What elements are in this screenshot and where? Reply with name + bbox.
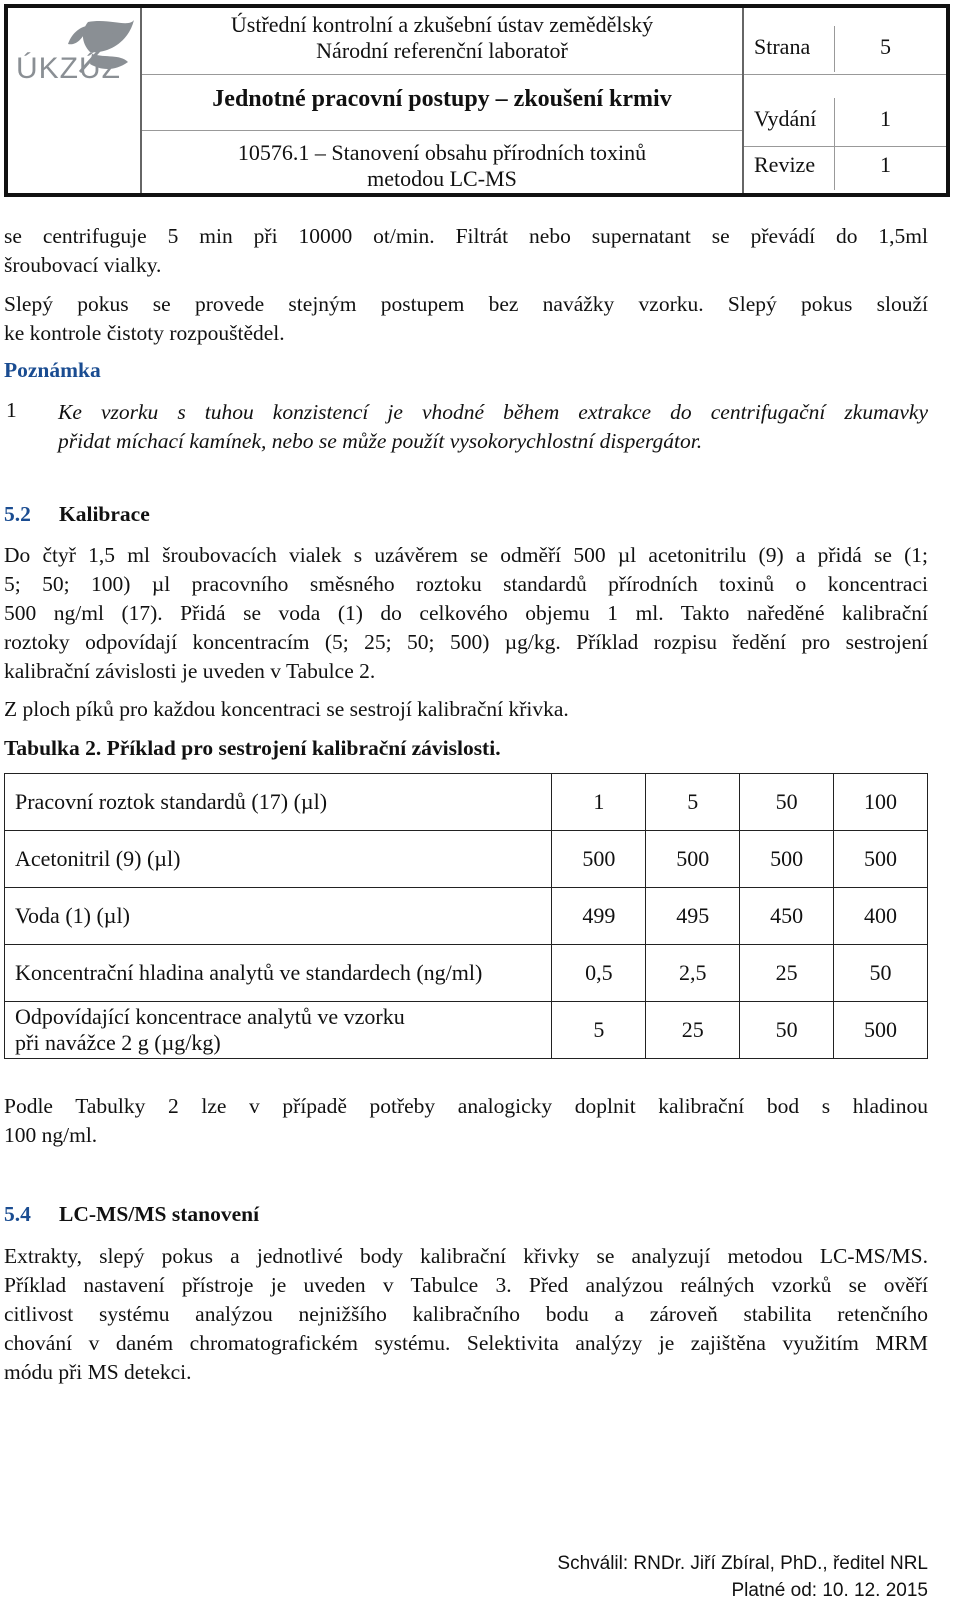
paragraph-lcms-line3: citlivost systému analýzou nejnižšího kalibračního bodu a zároveň stabilita retenčního — [4, 1302, 928, 1326]
section-5-4-title: LC-MS/MS stanovení — [59, 1202, 260, 1226]
table-row — [5, 945, 928, 1002]
table-cell: 50 — [834, 945, 928, 1002]
table-cell: 25 — [646, 1002, 740, 1059]
meta-edition-label: Vydání — [754, 106, 817, 131]
note-line1: Ke vzorku s tuhou konzistencí je vhodné během extrakce do centrifugační zkumavky — [58, 400, 928, 424]
table-cell: 499 — [552, 888, 646, 945]
meta-revision — [744, 144, 946, 190]
table-cell: 400 — [834, 888, 928, 945]
section-5-2-heading — [4, 502, 150, 527]
table-cell: 100 — [834, 774, 928, 831]
section-5-4-number: 5.4 — [4, 1202, 31, 1226]
footer-valid-from: Platné od: 10. 12. 2015 — [731, 1580, 928, 1601]
footer-approved: Schválil: RNDr. Jiří Zbíral, PhD., ředitel NRL — [557, 1553, 928, 1574]
table-row-label: Pracovní roztok standardů (17) (µl) — [5, 774, 552, 831]
table-row-label — [5, 1002, 552, 1059]
logo-cell — [8, 8, 142, 193]
paragraph-blank-line1: Slepý pokus se provede stejným postupem bez navážky vzorku. Slepý pokus slouží — [4, 292, 928, 316]
table-row — [5, 1002, 928, 1059]
paragraph-extra-point-line1: Podle Tabulky 2 lze v případě potřeby analogicky doplnit kalibrační bod s hladinou — [4, 1094, 928, 1118]
meta-edition — [744, 98, 946, 144]
table-row — [5, 774, 928, 831]
note-number: 1 — [6, 398, 17, 422]
note-line2: přidat míchací kamínek, nebo se může použít vysokorychlostní dispergátor. — [58, 429, 703, 453]
table-caption: Tabulka 2. Příklad pro sestrojení kalibrační závislosti. — [4, 736, 501, 760]
section-5-2-title: Kalibrace — [59, 502, 150, 526]
paragraph-blank-line2: ke kontrole čistoty rozpouštědel. — [4, 321, 285, 345]
table-row-label: Acetonitril (9) (µl) — [5, 831, 552, 888]
table-cell: 500 — [552, 831, 646, 888]
document-header — [4, 4, 950, 197]
table-cell: 500 — [834, 1002, 928, 1059]
logo-text: ÚKZÚZ — [16, 52, 121, 85]
meta-revision-value: 1 — [880, 152, 891, 177]
calibration-table — [4, 773, 928, 1059]
meta-page-label: Strana — [754, 34, 811, 59]
paragraph-calibration-line4: roztoky odpovídají koncentracím (5; 25; 50; 500) µg/kg. Příklad rozpisu ředění pro sestrojení — [4, 630, 928, 654]
table-cell: 0,5 — [552, 945, 646, 1002]
document-name-line2: metodou LC-MS — [367, 166, 517, 191]
paragraph-lcms-line5: módu při MS detekci. — [4, 1360, 192, 1384]
table-cell: 2,5 — [646, 945, 740, 1002]
meta-revision-label: Revize — [754, 152, 816, 177]
table-cell: 500 — [740, 831, 834, 888]
header-meta-cell — [744, 8, 946, 193]
table-row-label-line1: Odpovídající koncentrace analytů ve vzorku — [15, 1004, 405, 1029]
document-series-title: Jednotné pracovní postupy – zkoušení krmiv — [212, 86, 672, 112]
paragraph-centrifuge-line2: šroubovací vialky. — [4, 253, 162, 277]
note-heading: Poznámka — [4, 358, 101, 382]
table-cell: 450 — [740, 888, 834, 945]
paragraph-lcms-line2: Příklad nastavení přístroje je uveden v Tabulce 3. Před analýzou reálných vzorků se ověří — [4, 1273, 928, 1297]
table-row-label: Koncentrační hladina analytů ve standardech (ng/ml) — [5, 945, 552, 1002]
header-title-cell — [142, 8, 744, 193]
paragraph-centrifuge-line1: se centrifuguje 5 min při 10000 ot/min. Filtrát nebo supernatant se převádí do 1,5ml — [4, 224, 928, 248]
institute-name: Ústřední kontrolní a zkušební ústav zemědělský — [230, 12, 654, 37]
section-5-2-number: 5.2 — [4, 502, 31, 526]
paragraph-lcms-line1: Extrakty, slepý pokus a jednotlivé body kalibrační křivky se analyzují metodou LC-MS/MS. — [4, 1244, 928, 1268]
table-row-label: Voda (1) (µl) — [5, 888, 552, 945]
paragraph-extra-point-line2: 100 ng/ml. — [4, 1123, 98, 1147]
lab-name: Národní referenční laboratoř — [316, 38, 568, 63]
table-cell: 5 — [646, 774, 740, 831]
table-cell: 495 — [646, 888, 740, 945]
table-cell: 500 — [646, 831, 740, 888]
table-row — [5, 888, 928, 945]
paragraph-lcms-line4: chování v daném chromatografickém systému. Selektivita analýzy je zajištěna využitím MRM — [4, 1331, 928, 1355]
paragraph-calibration-line2: 5; 50; 100) µl pracovního směsného roztoku standardů přírodních toxinů o koncentraci — [4, 572, 928, 596]
paragraph-calibration-line5: kalibrační závislosti je uveden v Tabulce 2. — [4, 659, 376, 683]
table-cell: 50 — [740, 774, 834, 831]
paragraph-curve: Z ploch píků pro každou koncentraci se sestrojí kalibrační křivka. — [4, 697, 569, 721]
document-name-line1: 10576.1 – Stanovení obsahu přírodních toxinů — [237, 140, 647, 165]
paragraph-calibration-line1: Do čtyř 1,5 ml šroubovacích vialek s uzávěrem se odměří 500 µl acetonitrilu (9) a přidá se (1; — [4, 543, 928, 567]
meta-page — [744, 26, 946, 72]
meta-page-value: 5 — [880, 34, 891, 59]
table-row-label-line2: při navážce 2 g (µg/kg) — [15, 1030, 221, 1055]
table-cell: 25 — [740, 945, 834, 1002]
table-cell: 50 — [740, 1002, 834, 1059]
table-cell: 500 — [834, 831, 928, 888]
section-5-4-heading — [4, 1202, 259, 1227]
table-cell: 5 — [552, 1002, 646, 1059]
table-cell: 1 — [552, 774, 646, 831]
table-row — [5, 831, 928, 888]
meta-edition-value: 1 — [880, 106, 891, 131]
paragraph-calibration-line3: 500 ng/ml (17). Přidá se voda (1) do celkového objemu 1 ml. Takto naředěné kalibrační — [4, 601, 928, 625]
